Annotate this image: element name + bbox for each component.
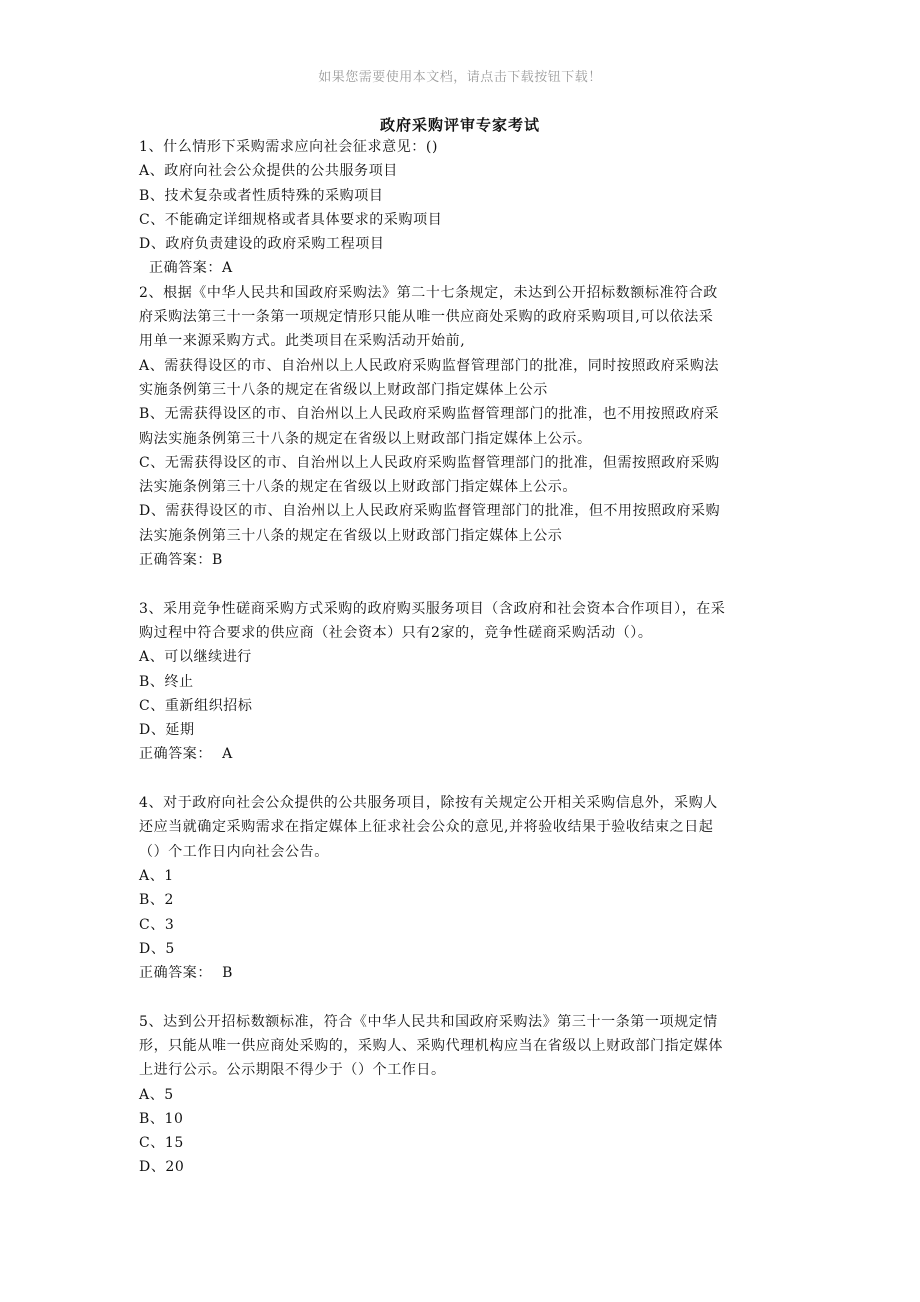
question-4-stem-line-3: （）个工作日内向社会公告。 xyxy=(139,843,329,860)
question-3-option-c: C、重新组织招标 xyxy=(139,697,253,714)
question-2-option-b-line-2: 购法实施条例第三十八条的规定在省级以上财政部门指定媒体上公示。 xyxy=(139,430,592,447)
question-5-stem-line-1: 5、达到公开招标数额标准，符合《中华人民共和国政府采购法》第三十一条第一项规定情 xyxy=(139,1013,718,1030)
question-3-answer: 正确答案： A xyxy=(139,746,233,763)
question-5-stem-line-3: 上进行公示。公示期限不得少于（）个工作日。 xyxy=(139,1062,446,1079)
question-4-option-c: C、3 xyxy=(139,916,175,933)
question-4-stem-line-2: 还应当就确定采购需求在指定媒体上征求社会公众的意见,并将验收结果于验收结束之日起 xyxy=(139,819,714,836)
question-4-option-b: B、2 xyxy=(139,892,174,909)
paragraph-gap xyxy=(139,572,787,596)
question-2-option-a-line-2: 实施条例第三十八条的规定在省级以上财政部门指定媒体上公示 xyxy=(139,381,548,398)
question-2-option-c-line-2: 法实施条例第三十八条的规定在省级以上财政部门指定媒体上公示。 xyxy=(139,479,577,496)
question-5-option-d: D、20 xyxy=(139,1159,185,1176)
question-2-answer: 正确答案：B xyxy=(139,552,223,569)
question-2-stem-line-1: 2、根据《中华人民共和国政府采购法》第二十七条规定，未达到公开招标数额标准符合政 xyxy=(139,284,718,301)
question-5-option-a: A、5 xyxy=(139,1086,174,1103)
question-4-stem-line-1: 4、对于政府向社会公众提供的公共服务项目，除按有关规定公开相关采购信息外，采购人 xyxy=(139,795,718,812)
question-2-stem-line-2: 府采购法第三十一条第一项规定情形只能从唯一供应商处采购的政府采购项目,可以依法采 xyxy=(139,309,714,326)
question-1-option-c: C、不能确定详细规格或者具体要求的采购项目 xyxy=(139,211,443,228)
question-1-option-a: A、政府向社会公众提供的公共服务项目 xyxy=(139,163,398,180)
question-5-option-b: B、10 xyxy=(139,1110,184,1127)
question-1-stem: 1、什么情形下采购需求应向社会征求意见：() xyxy=(139,139,439,155)
question-2-option-d-line-2: 法实施条例第三十八条的规定在省级以上财政部门指定媒体上公示 xyxy=(139,527,563,544)
question-3-option-b: B、终止 xyxy=(139,673,194,690)
paragraph-gap xyxy=(139,767,787,791)
question-2-option-d-line-1: D、需获得设区的市、自治州以上人民政府采购监督管理部门的批准，但不用按照政府采购 xyxy=(139,503,721,520)
question-3 xyxy=(139,597,787,767)
question-2-option-b-line-1: B、无需获得设区的市、自治州以上人民政府采购监督管理部门的批准，也不用按照政府采 xyxy=(139,406,720,423)
question-4-answer: 正确答案： B xyxy=(139,965,233,982)
question-2-option-c-line-1: C、无需获得设区的市、自治州以上人民政府采购监督管理部门的批准，但需按照政府采购 xyxy=(139,454,720,471)
question-3-stem-line-2: 购过程中符合要求的供应商（社会资本）只有2家的，竞争性磋商采购活动（）。 xyxy=(139,624,653,641)
question-2-option-a-line-1: A、需获得设区的市、自治州以上人民政府采购监督管理部门的批准，同时按照政府采购法 xyxy=(139,357,720,374)
question-5 xyxy=(139,1010,787,1180)
question-4 xyxy=(139,791,787,985)
question-3-stem-line-1: 3、采用竞争性磋商采购方式采购的政府购买服务项目（含政府和社会资本合作项目），在采 xyxy=(139,600,726,617)
question-1-answer: 正确答案：A xyxy=(149,260,233,277)
question-5-option-c: C、15 xyxy=(139,1135,184,1152)
paragraph-gap xyxy=(139,985,787,1009)
document-title: 政府采购评审专家考试 xyxy=(379,116,540,134)
question-1 xyxy=(139,135,787,281)
question-1-option-d: D、政府负责建设的政府采购工程项目 xyxy=(139,236,385,253)
question-4-option-a: A、1 xyxy=(139,867,174,884)
question-3-option-a: A、可以继续进行 xyxy=(139,649,252,666)
question-1-option-b: B、技术复杂或者性质特殊的采购项目 xyxy=(139,187,384,204)
question-4-option-d: D、5 xyxy=(139,940,175,957)
download-watermark: 如果您需要使用本文档，请点击下载按钮下载！ xyxy=(318,70,602,85)
question-2-stem-line-3: 用单一来源采购方式。此类项目在采购活动开始前, xyxy=(139,333,466,350)
question-2 xyxy=(139,281,787,573)
question-list xyxy=(139,135,787,1180)
question-5-stem-line-2: 形，只能从唯一供应商处采购的，采购人、采购代理机构应当在省级以上财政部门指定媒体 xyxy=(139,1037,723,1054)
question-3-option-d: D、延期 xyxy=(139,722,195,739)
